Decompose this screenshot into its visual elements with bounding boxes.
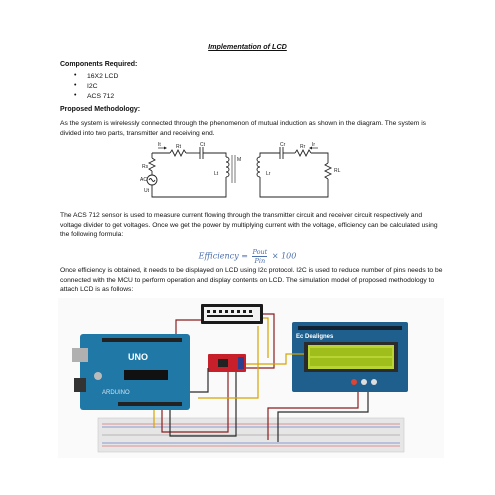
circuit-diagram [140,141,355,207]
component-item: 16X2 LCD [87,73,119,80]
formula-tail: × 100 [271,251,297,261]
label-lr: Lr [266,171,271,177]
label-m: M [237,157,242,163]
arduino-board [72,334,190,410]
simulation-model [58,298,444,458]
formula-numerator: Pout [252,248,268,256]
formula-lhs: Efficiency = [198,251,248,261]
label-it: It [158,142,161,148]
svg-text:ARDUINO: ARDUINO [102,390,130,396]
paragraph-lcd: Once efficiency is obtained, it needs to be displayed on LCD using I2c protocol. I2C is used to reduce number of pins needs to be connected with the MCU to perform operation and display contents on LCD. The simulation model of proposed methodology to attach LCD is as follows: [60,267,443,294]
paragraph-sensor: The ACS 712 sensor is used to measure current flowing through the transmitter circuit and receiver circuit respectively and voltage divider to get voltages. Once we get the power by multiplying current with the voltage, efficiency can be calculated using the following formula: [60,212,438,239]
efficiency-formula [0,248,495,265]
acs712-sensor [208,354,246,372]
component-item: I2C [87,83,98,90]
lcd-brand-label: Ec Dealignes [296,334,334,340]
label-rl: RL [334,168,341,174]
bullet-icon: • [74,72,77,79]
label-rs: Rs [142,164,149,170]
formula-denominator: Pin [254,257,266,265]
svg-text:UNO: UNO [128,352,148,362]
page-title: Implementation of LCD [208,42,287,51]
label-lt: Lt [214,171,219,177]
formula-fraction [252,248,267,265]
label-ut: Ut [144,188,149,194]
component-item: ACS 712 [87,93,115,100]
label-ir: Ir [312,142,316,148]
label-ac: AC [140,177,147,183]
label-cr: Cr [280,142,286,148]
label-rt: Rt [176,144,181,150]
paragraph-intro: As the system is wirelessly connected through the phenomenon of mutual induction as shown in the diagram. The system is divided into two parts, transmitter and receiving end. [60,120,427,137]
breadboard [98,418,404,452]
lcd-module [292,322,408,392]
i2c-module [201,304,263,324]
label-rr: Rr [300,144,306,150]
bullet-icon: • [74,92,77,99]
label-ct: Ct [200,142,205,148]
components-heading: Components Required: [60,61,138,68]
bullet-icon: • [74,82,77,89]
methodology-heading: Proposed Methodology: [60,106,141,113]
